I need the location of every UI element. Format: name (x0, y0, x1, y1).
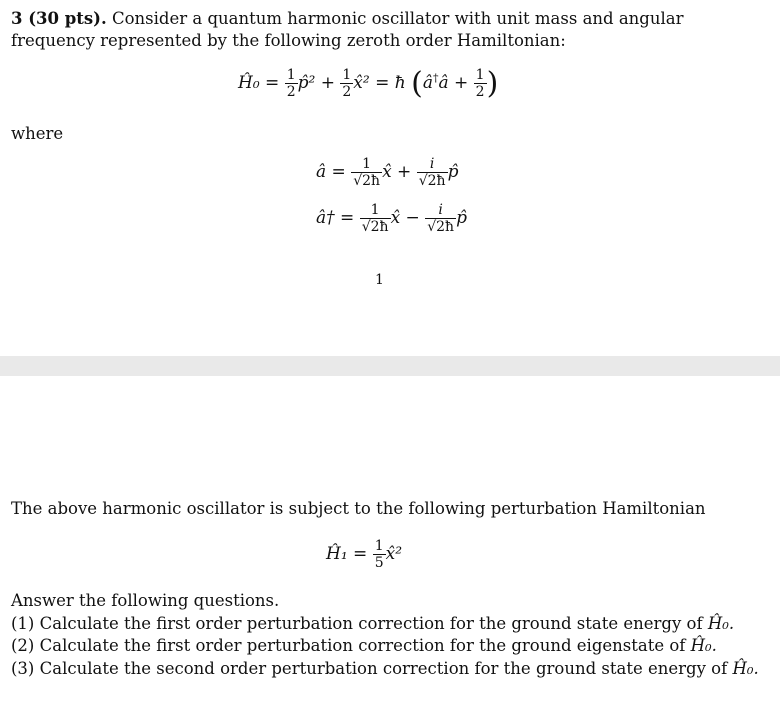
question-3-symbol: Ĥ₀. (732, 658, 759, 678)
h1-frac-num: 1 (374, 538, 384, 554)
adag-frac1-den: √2ħ (361, 219, 389, 235)
question-1-symbol: Ĥ₀. (707, 613, 735, 633)
question-3-text: (3) Calculate the second order perturbation correction for the ground state energy of (11, 658, 728, 678)
page-separator (0, 356, 780, 376)
h0-number-operator: â†â + (422, 71, 474, 93)
question-list (11, 590, 759, 680)
a-dag-lhs: â† = (316, 208, 355, 228)
a-frac2-num: i (417, 156, 448, 173)
where-label: where (11, 124, 64, 143)
a-frac1-den: √2ħ (353, 173, 381, 189)
problem-intro-text: Consider a quantum harmonic oscillator with unit mass and angular frequency represented by the following zeroth order Hamiltonian: (11, 9, 684, 50)
problem-number: 3 (30 pts). (11, 9, 107, 28)
adag-frac2-den: √2ħ (427, 219, 455, 235)
question-2 (11, 635, 759, 658)
h1-lhs: Ĥ₁ = (326, 544, 368, 564)
annihilation-operator-equation: â = $\frac{1}{√2ħ}$ x̂ + $\frac{i}{√2ħ}$ p̂ (316, 156, 459, 189)
question-2-text: (2) Calculate the first order perturbation correction for the ground eigenstate of (11, 636, 686, 655)
adag-frac2-num: i (425, 202, 456, 219)
h0-frac1-den: 2 (286, 84, 296, 100)
question-3 (11, 658, 759, 681)
perturbation-intro: The above harmonic oscillator is subject to the following perturbation Hamiltonian (11, 499, 706, 518)
h0-frac3-num: 1 (475, 67, 485, 83)
h0-p-term: p̂² + (297, 73, 341, 93)
page-number: 1 (375, 272, 384, 288)
creation-operator-equation: â† = $\frac{1}{√2ħ}$ x̂ − $\frac{i}{√2ħ}$ p̂ (316, 202, 467, 235)
a-hat-lhs: â = (316, 162, 346, 182)
adag-frac1-num: 1 (360, 202, 391, 219)
h1-rhs: x̂² (385, 544, 403, 564)
h0-frac1-num: 1 (286, 67, 296, 83)
perturbation-hamiltonian-equation (326, 538, 402, 571)
h0-frac2-den: 2 (342, 84, 352, 100)
a-frac1-num: 1 (351, 156, 382, 173)
h0-x-term: x̂² = ħ (353, 73, 406, 93)
answer-intro: Answer the following questions. (11, 591, 280, 610)
question-2-symbol: Ĥ₀. (690, 636, 717, 655)
zeroth-order-hamiltonian-equation: Ĥ₀ = $\frac{1}{2}$ p̂² + $\frac{1}{2}$ x̂² = ħ (â†â + $\frac{1}{2}$ ) (238, 66, 499, 101)
h0-lhs: Ĥ₀ = (238, 73, 280, 93)
h1-frac-den: 5 (374, 555, 384, 571)
problem-intro (11, 8, 771, 52)
a-frac2-den: √2ħ (418, 173, 446, 189)
h0-frac3-den: 2 (475, 84, 485, 100)
question-1-text: (1) Calculate the first order perturbation correction for the ground state energy of (11, 613, 703, 633)
question-1 (11, 613, 759, 636)
h0-frac2-num: 1 (342, 67, 352, 83)
